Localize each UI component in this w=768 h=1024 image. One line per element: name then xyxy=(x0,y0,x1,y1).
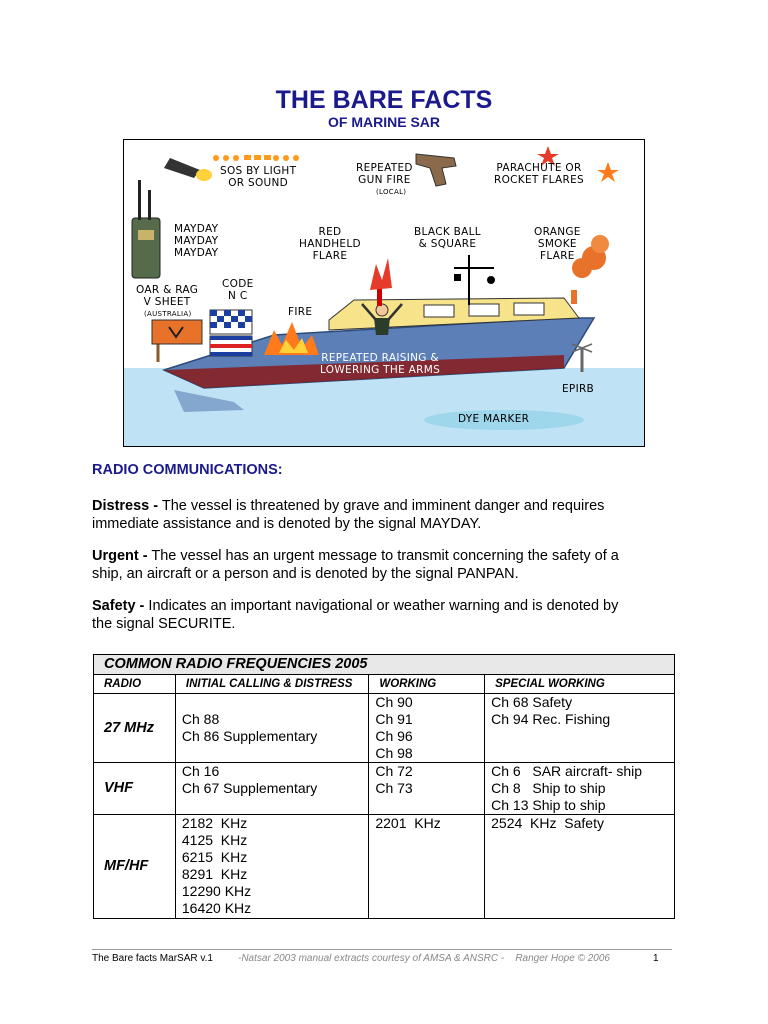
label-black-ball: BLACK BALL & SQUARE xyxy=(414,226,481,250)
torch-lens xyxy=(196,169,212,181)
radio-vhf: VHF xyxy=(94,763,176,815)
label-sos: SOS BY LIGHT OR SOUND xyxy=(220,165,297,189)
label-red-flare: RED HANDHELD FLARE xyxy=(299,226,361,262)
radio-27mhz: 27 MHz xyxy=(94,694,176,763)
table-caption: COMMON RADIO FREQUENCIES 2005 xyxy=(94,655,675,675)
red-flare-stick xyxy=(377,288,382,306)
cell-special: Ch 68 Safety Ch 94 Rec. Fishing xyxy=(485,694,675,763)
label-raising-arms: REPEATED RAISING & LOWERING THE ARMS xyxy=(320,352,441,376)
cell-working: 2201 KHz xyxy=(369,815,485,919)
label-dye-marker: DYE MARKER xyxy=(458,413,530,425)
footer-left: The Bare facts MarSAR v.1 xyxy=(92,953,213,964)
torch-body xyxy=(164,158,200,178)
label-mayday: MAYDAY MAYDAY MAYDAY xyxy=(174,223,219,259)
distress-signals-illustration xyxy=(123,139,645,447)
revolver xyxy=(416,154,456,186)
smoke-canister xyxy=(571,290,577,304)
paragraph-safety: Safety - Indicates an important navigational or weather warning and is denoted by the signal SECURITE. xyxy=(92,598,619,632)
header-special: SPECIAL WORKING xyxy=(485,675,675,694)
cell-special: Ch 6 SAR aircraft- ship Ch 8 Ship to ship Ch 13 Ship to ship xyxy=(485,763,675,815)
red-flare-flame xyxy=(370,258,392,290)
header-radio: RADIO xyxy=(94,675,176,694)
page-title: THE BARE FACTS xyxy=(275,86,493,114)
cell-initial: Ch 88 Ch 86 Supplementary xyxy=(175,694,368,763)
label-orange-smoke: ORANGE SMOKE FLARE xyxy=(534,226,581,262)
black-square xyxy=(454,274,461,281)
cell-working: Ch 90 Ch 91 Ch 96 Ch 98 xyxy=(369,694,485,763)
page-number: 1 xyxy=(653,953,659,964)
cabin-window xyxy=(514,303,544,315)
header-initial: INITIAL CALLING & DISTRESS xyxy=(175,675,368,694)
term-urgent: Urgent - xyxy=(92,548,148,564)
label-oar-rag: OAR & RAG V SHEET xyxy=(136,284,199,308)
label-gun-fire: REPEATED GUN FIRE xyxy=(356,162,413,186)
table-row xyxy=(94,815,675,919)
cabin-window xyxy=(424,305,454,317)
footer-rule xyxy=(92,949,672,950)
cell-initial: Ch 16 Ch 67 Supplementary xyxy=(175,763,368,815)
label-code-nc: CODE N C xyxy=(222,278,254,302)
header-working: WORKING xyxy=(369,675,485,694)
handheld-radio xyxy=(132,218,160,278)
cell-initial: 2182 KHz 4125 KHz 6215 KHz 8291 KHz 12290 KHz 16420 KHz xyxy=(175,815,368,919)
term-safety: Safety - xyxy=(92,598,145,614)
radio-frequencies-table xyxy=(93,654,675,919)
label-epirb: EPIRB xyxy=(562,383,595,395)
radio-mfhf: MF/HF xyxy=(94,815,176,919)
cell-working: Ch 72 Ch 73 xyxy=(369,763,485,815)
paragraph-distress: Distress - The vessel is threatened by grave and imminent danger and requires immediate assistance and is denoted by the signal MAYDAY. xyxy=(92,498,605,532)
person-body xyxy=(374,318,390,335)
section-heading-radio: RADIO COMMUNICATIONS: xyxy=(92,462,283,478)
table-row xyxy=(94,694,675,763)
cell-special: 2524 KHz Safety xyxy=(485,815,675,919)
paragraph-urgent: Urgent - The vessel has an urgent message to transmit concerning the safety of a ship, an aircraft or a person and is denoted by the signal PANPAN. xyxy=(92,548,619,582)
flare-star xyxy=(597,162,619,182)
orange-sheet xyxy=(152,320,202,344)
label-gun-local: (LOCAL) xyxy=(376,188,407,196)
label-parachute-flares: PARACHUTE OR ROCKET FLARES xyxy=(494,162,584,186)
cabin-window xyxy=(469,304,499,316)
label-fire: FIRE xyxy=(288,306,313,318)
page-subtitle: OF MARINE SAR xyxy=(328,114,440,130)
term-distress: Distress - xyxy=(92,498,159,514)
table-row xyxy=(94,763,675,815)
black-ball xyxy=(487,276,495,284)
label-australia: (AUSTRALIA) xyxy=(144,310,192,318)
smoke-puff xyxy=(591,235,609,253)
footer-credits: -Natsar 2003 manual extracts courtesy of AMSA & ANSRC - Ranger Hope © 2006 xyxy=(238,953,610,964)
